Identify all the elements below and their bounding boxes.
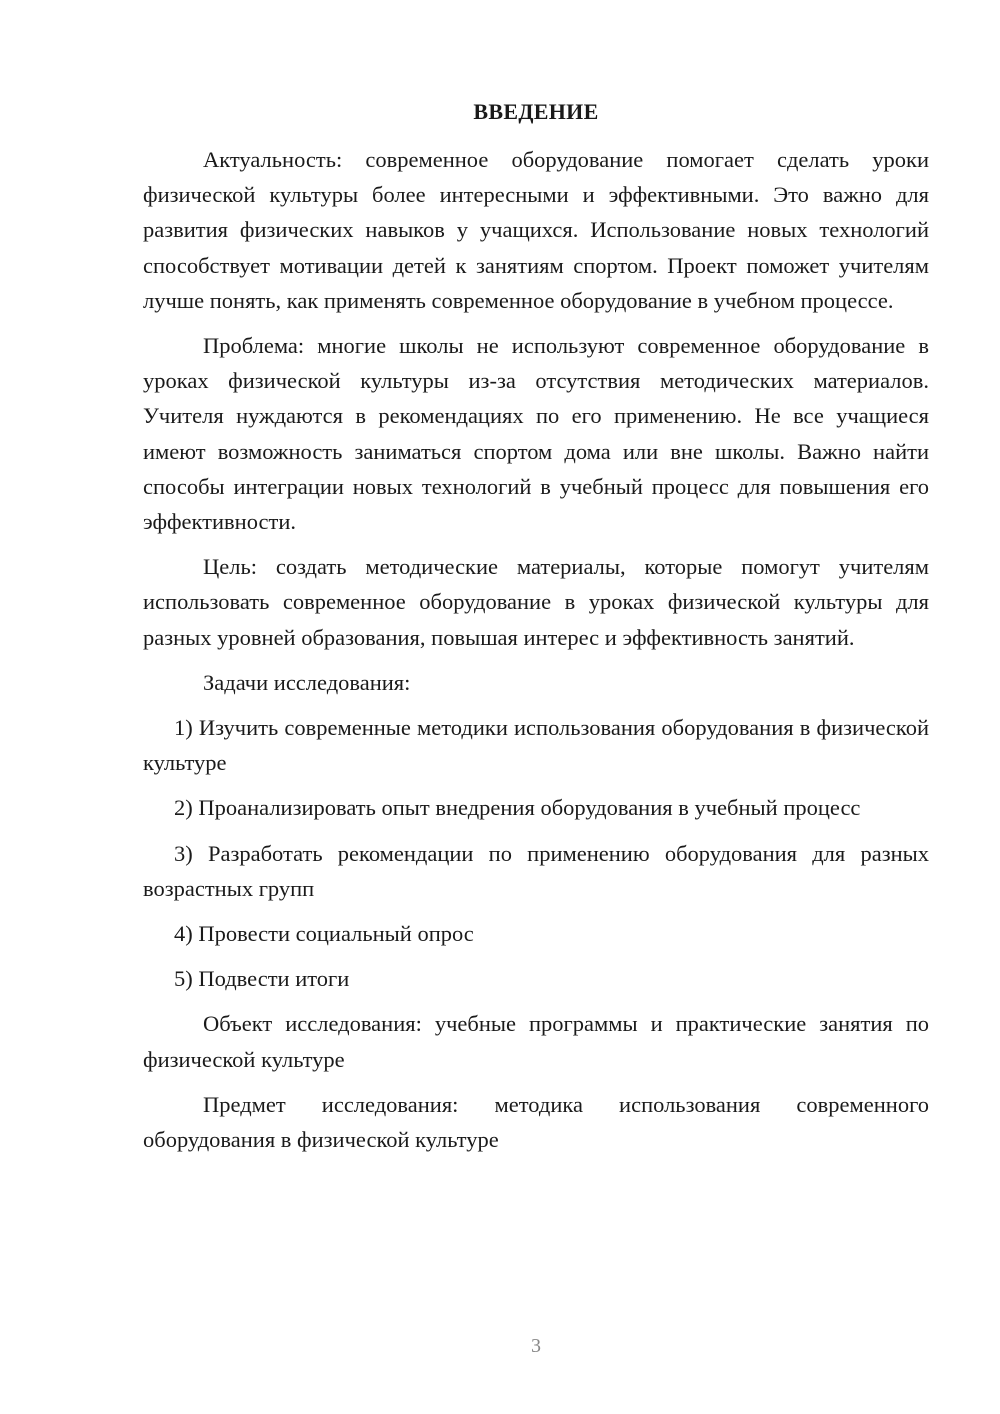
task-item-5: 5) Подвести итоги bbox=[174, 966, 350, 992]
paragraph-subject: Предмет исследования: методика использования современного оборудования в физической культуре bbox=[143, 1091, 929, 1153]
task-item-4: 4) Провести социальный опрос bbox=[174, 921, 474, 947]
task-item-1: 1) Изучить современные методики использования оборудования в физической культуре bbox=[143, 715, 929, 776]
page-number: 3 bbox=[531, 1335, 541, 1357]
paragraph-object: Объект исследования: учебные программы и практические занятия по физической культуре bbox=[143, 1011, 929, 1072]
paragraph-tasks-heading: Задачи исследования: bbox=[203, 669, 411, 695]
paragraph-relevance: Актуальность: современное оборудование помогает сделать уроки физической культуры более интересными и эффективными. Это важно для развития физических навыков у учащихся. Использование новых технологий способствует мотивации детей к занятиям спортом. Проект поможет учителям лучше понять, как применять современное оборудование в учебном процессе. bbox=[143, 147, 929, 313]
paragraph-problem: Проблема: многие школы не используют современное оборудование в уроках физической культуры из-за отсутствия методических материалов. Учителя нуждаются в рекомендациях по его применению. Не все учащиеся имеют возможность заниматься спортом дома или вне школы. Важно найти способы интеграции новых технологий в учебный процесс для повышения его эффективности. bbox=[143, 333, 929, 535]
body-text bbox=[143, 142, 929, 1157]
paragraph-goal: Цель: создать методические материалы, которые помогут учителям использовать современное оборудование в уроках физической культуры для разных уровней образования, повышая интерес и эффективность занятий. bbox=[143, 554, 929, 650]
task-item-2: 2) Проанализировать опыт внедрения оборудования в учебный процесс bbox=[174, 795, 861, 821]
section-title: ВВЕДЕНИЕ bbox=[473, 99, 599, 124]
task-item-3: 3) Разработать рекомендации по применению оборудования для разных возрастных групп bbox=[143, 840, 929, 901]
